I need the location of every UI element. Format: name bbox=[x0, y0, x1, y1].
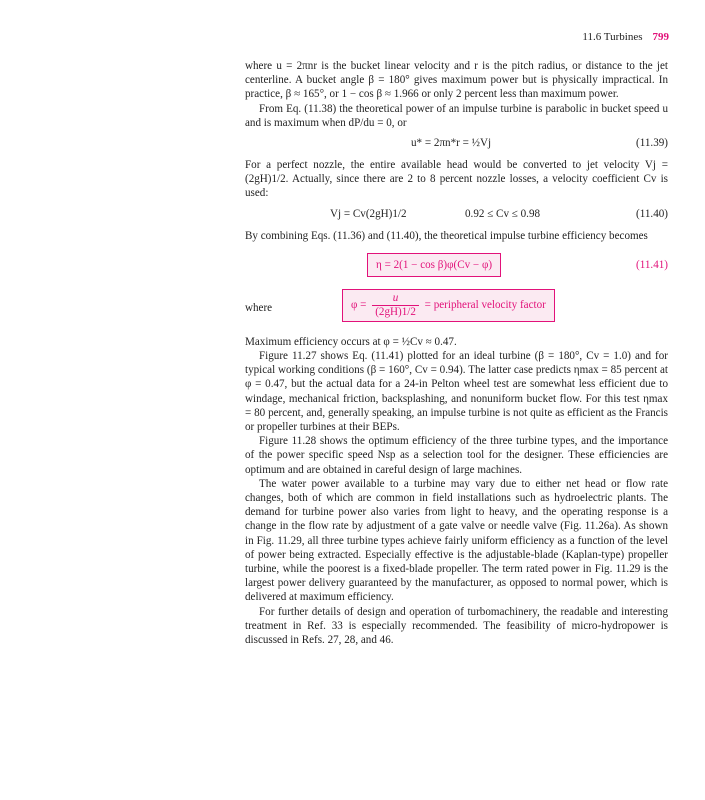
equation-number: (11.41) bbox=[636, 258, 668, 271]
fraction-denominator: (2gH)1/2 bbox=[375, 305, 416, 318]
equation-11-41 bbox=[245, 249, 668, 283]
phi-lhs: φ = bbox=[351, 298, 367, 311]
paragraph: Maximum efficiency occurs at φ = ½Cv ≈ 0.47. bbox=[245, 335, 457, 348]
fraction bbox=[372, 292, 419, 319]
boxed-definition bbox=[342, 289, 555, 322]
equation-number: (11.40) bbox=[636, 207, 668, 220]
paragraph: The water power available to a turbine may vary due to either net head or flow rate changes, both of which are common in field installations such as hydroelectric plants. The demand for turbine power also varies from light to heavy, and the operating response is a change in the flow rate by adjustment of a gate valve or needle valve (Fig. 11.26a). As shown in Fig. 11.29, all three turbine types achieve fairly uniform efficiency as a function of the level of power being extracted. Especially effective is the adjustable-blade (Kaplan-type) propeller turbine, while the poorest is a fixed-blade propeller. The term rated power in Fig. 11.29 is the largest power delivery guaranteed by the manufacturer, as opposed to normal power, which is delivered at maximum efficiency. bbox=[245, 477, 668, 604]
running-header bbox=[582, 31, 669, 43]
equation-expression: u* = 2πn*r = ½Vj bbox=[411, 137, 492, 150]
paragraph: Figure 11.27 shows Eq. (11.41) plotted for an ideal turbine (β = 180°, Cv = 1.0) and for typical working conditions (β = 160°, Cv = 0.94). The latter case predicts ηmax = 85 percent at φ = 0.47, but the actual data for a 24-in Pelton wheel test are somewhat less efficient due to windage, mechanical friction, backsplashing, and nonuniform bucket flow. For this test ηmax = 80 percent, and, generally speaking, an impulse turbine is not quite as efficient as the Francis or propeller turbines at their BEPs. bbox=[245, 350, 668, 434]
phi-definition bbox=[245, 289, 668, 329]
paragraph: Figure 11.28 shows the optimum efficiency of the three turbine types, and the importance of the power specific speed Nsp as a selection tool for the designer. These efficiencies are optimum and are obtained in careful design of large machines. bbox=[245, 435, 668, 476]
equation-11-39 bbox=[245, 133, 668, 155]
boxed-equation: η = 2(1 − cos β)φ(Cv − φ) bbox=[367, 253, 501, 277]
where-label: where bbox=[245, 301, 273, 314]
paragraph: where u = 2πnr is the bucket linear velocity and r is the pitch radius, or distance to the jet centerline. A bucket angle β = 180° gives maximum power but is physically impractical. In practice, β ≈ 165°, or 1 − cos β ≈ 1.966 or only 2 percent less than maximum power. bbox=[245, 60, 668, 101]
page-body bbox=[245, 59, 668, 647]
paragraph: From Eq. (11.38) the theoretical power of an impulse turbine is parabolic in bucket speed u and is maximum when dP/du = 0, or bbox=[245, 102, 668, 129]
equation-number: (11.39) bbox=[636, 137, 668, 150]
paragraph: By combining Eqs. (11.36) and (11.40), the theoretical impulse turbine efficiency becomes bbox=[245, 229, 648, 242]
paragraph: For a perfect nozzle, the entire available head would be converted to jet velocity Vj = (2gH)1/2. Actually, since there are 2 to 8 percent nozzle losses, a velocity coefficient Cv is used: bbox=[245, 159, 668, 200]
paragraph: For further details of design and operation of turbomachinery, the readable and interesting treatment in Ref. 33 is especially recommended. The feasibility of micro-hydropower is discussed in Refs. 27, 28, and 46. bbox=[245, 605, 668, 647]
page-number: 799 bbox=[652, 31, 669, 43]
section-title: 11.6 Turbines bbox=[582, 31, 643, 43]
equation-range: 0.92 ≤ Cv ≤ 0.98 bbox=[465, 207, 541, 220]
phi-rhs: = peripheral velocity factor bbox=[424, 298, 546, 311]
equation-11-40 bbox=[245, 204, 668, 226]
fraction-numerator: u bbox=[372, 292, 419, 306]
equation-expression: Vj = Cv(2gH)1/2 bbox=[330, 207, 407, 220]
